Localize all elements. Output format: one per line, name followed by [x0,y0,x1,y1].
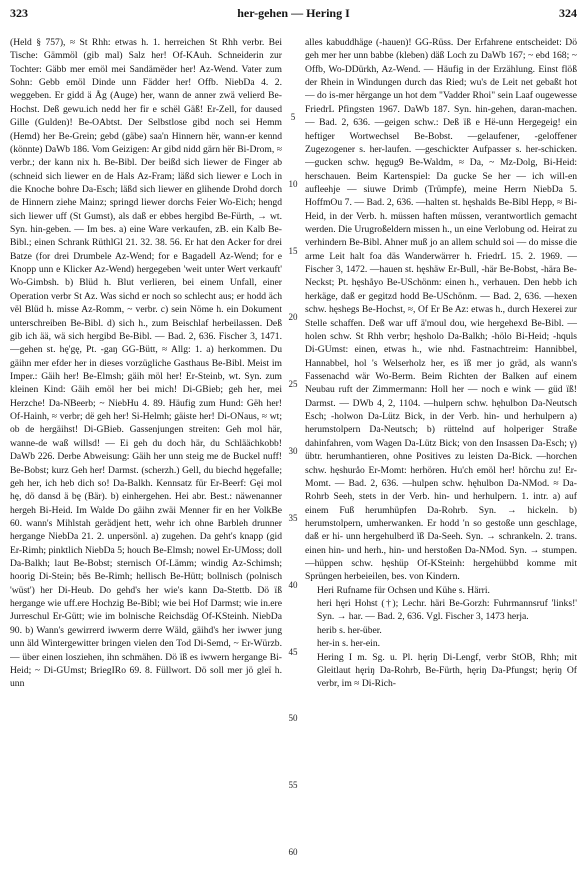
entry-heri-rufname: Heri Rufname für Ochsen und Kühe s. Härri. [317,584,490,596]
right-column [305,36,577,866]
line-number: 15 [288,246,298,256]
line-number: 55 [288,780,298,790]
line-number: 30 [288,446,298,456]
entry-hering: Hering I m. Sg. u. Pl. hęriŋ Di-Lengf, verbr StOB, Rhh; mit Gleitlaut hęriŋ Da-Rohrb, Be-Fürth, hęriŋ Da-Pfungst; hęriŋ Of verbr, im ≈ Di-Rich- [317,651,577,690]
line-number: 10 [288,179,298,189]
entry-herib: herib s. her-über. [317,624,382,636]
page-number-right: 324 [559,6,577,20]
line-number: 50 [288,713,298,723]
entry-her-in: her-in s. her-ein. [317,638,381,650]
line-number: 45 [288,647,298,657]
line-number: 5 [290,112,296,122]
line-number: 35 [288,513,298,523]
entry-text: alles kabuddhäge (-hauen)! GG-Rüss. Der Erfahrene entscheidet: Dö geh mer her unn babbe (kleben) däß Loch zu DaWb 167; ~ ebd 168; ~ Offb, Wo-DDürkh, Az-Wend. — Häufig in der Erzählung. Einst flöß der Rhein in Windungen durch das Ried; wu's de Leit net gebaßt hot — do is-mer hërgange un hot dem "Vadder Rhoi" sein Laaf ougewesse FriedrL Pfingsten 1967. DaWb 187. Syn. hin-gehen, daran-machen. — Bad. 2, 636. —geigen schw.: Deß ïß e Hë-unn Hergegeig! ein heftiger Wortwechsel Be-Bobst. —gelaufener, -geloffener Zugezogener s. her-laufen. —geschickter Aufpasser s. her-schicken. —gucken schw. hęgug9 Be-Waldm, ≈ Da, ~ Mz-Dolg, Bi-Heid: herschauen. Beim Kartenspiel: Da gucke Se her — ich will-en aufleehje — siuwe Drimb (Trümpfe), meine Herrn NiebDa 5. HoffmOu 7. — Bad. 2, 636. —halten st. hęshalds Be-Bibl Hepp, ≈ Bi-Heid, in der Verb. h. müssen haften müssen, verantwortlich gemacht werden. Die Urugroßeldern missen h., un eine Verlobung od. Heirat zu verhindern Be-Bibl. Ahner muß jo an allem schuld soi — do misse die arme Leit halt foa däs Wanderwärrer h. FriedrL 15. 2. 1969. — Fischer 3, 1472. —hauen st. hęshäw Er-Bull, -här Be-Bobst, -hära Be-Neckst; Pt. hęshåyo Be-USchönm: einen h., verhauen. Den hebb ich herkäge, daß er gegitzd hodd Be-USchönm. — Bad. 2, 636. —hexen schw. hęshegs Be-Hochst, ≈, Of Er Be Az: etwas h., durch Hexerei zur Stelle schaffen. Deß war uff ä'moul dou, wie hergehexd Be-Bibl. —holen schw. St Rhh verbr; hęsholo Da-Balkh; -hölo Bi-Heid; -hquls Di-GUmst: einen, etwas h., wie nhd. Fastnachtreim: Hannibbel, Hannabbel, hol 's Welserholz her, es ïß mer jo gräd, als wann's Fassenachd wär Wo-Berm. Beim Richten der Balken auf einem Neubau ruft der Zimmermann: Holl her — noch e wink — güd ïß! Darmst. — DWb 4, 2, 1104. —hulpern schw. hęhulbon Da-Neutsch Esch; -holwon Da-Lütz Bick, in der Verb. hin- und herhulpern a) herumstolpern Da-Neutsch; b) rüttelnd auf holperiger Straße dahinfahren, vom Wagen Da-Lütz Bick; von den Insassen Da-Esch; γ) übtr. herumhantieren, ohne Positives zu leisten Da-Bick. —horchen schw. hęshuråo Er-Momt: herhören. Hu'ch emöl her! hörchu zu! Er-Momt. — Bad. 2, 636. —hulpen schw. hęhulbon Da-NMod. ≈ Da-Rohrb Seeh, stets in der Verb. hin- und herhulpern. 1. intr. a) auf einem Fuß herumhüpfen Da-Rohrb. Syn. → hickeln. b) herumstolpern, umherwanken. Er hodd 'n so gestoße unn geschlage, daß er hi- unn hergehulberd ïß Da-Seeh. Syn. → schrankeln. 2. trans. einen hin- und herh., hin- und herstoßen Da-NMod. Syn. → stumpen. —hüppen schw. hęshüp Of-KSteinh: hergehübbd komme mit Sprüngen herbeieilen, bes. von Kindern. [305,37,577,583]
entry-heri-fuhrmannsruf: heri hęri Hohst (†); Lechr. häri Be-Gorzh: Fuhrmannsruf 'links!' Syn. → har. — Bad. 2, 636. Vgl. Fischer 3, 1473 herja. [317,598,577,623]
line-number: 60 [288,847,298,857]
running-head: her-gehen — Hering I [237,6,350,20]
page-number-left: 323 [10,6,28,20]
line-number: 40 [288,580,298,590]
line-number: 25 [288,379,298,389]
line-number: 20 [288,312,298,322]
entry-text: (Held § 757), ≈ St Rhh: etwas h. 1. herreichen St Rhh verbr. Bei Tische: Gämmöl (gib mal) Salz her! Of-KAuh. Schneiderin zur Tochter: Gäbb mer emöl mei Sandämëder her! Az-Wend. Vater zum Sohn: Gebb emöl Dinde unn Fädder her! Offb. NiebDa 4. 2. weggeben. Er gidd ä Åg (Auge) her, wann de anner zwä velierd Be-Hochst. Deß gewu.ich nedd her fir e schël Gäß! Er-Zell, for daused Gille (Gulden)! Be-OAbtst. Der Selbstlose gibd noch sei Hemm (Hemd) her Be-Grein; gebd (gäbe) saa'n Hinnern hër, wann-er kennd (könnte) DaWb 186. Vom Geizigen: Ar gibd nidd gärn hër Bi-Drom, ≈ verbr.; der kann nix h. Be-Bibl. Der beißd sich liewer de Finger ab (schneid sich liewer en de Hals Az-Fram; läßd sich liewer e Loch in die Knoche bohre Da-Esch; läßd sich liewer en glihende Drohd dorch de Hinnern ziehe Mainz; springd liewer dorchs Feier Wo-Eich; hengd sich liewer uff (St Gumst), als daß er ebbes hergibd Be-Fürth, → wt. Syn. hin-geben. — Im bes. a) eine Ware verkaufen, zB. ein Kalb Be-Bibl.; einen Schrank RüthlGl 21. 32. 38. 56. Er hat den Acker for drei Batze (for drei Drumbele Az-Wend; for e Bagadell Az-Wend; for e Knopp unn e Klicker Az-Wend) hergegeben 'weit unter Wert verkauft' Wo-Gimbsh. b) Blüd h. Blut verlieren, bei einem Unfall, einer Operation verbr St Az. Was sichd er noch so schlecht aus; er hodd äch vël Blüd h. misse Az-Romm, ~ verbr. c) sein Nöme h. ein Dokument unterschreiben Be-Bibl. d) sich h., zum Beischlaf herbeilassen. Deß gib ich ää, wä sich hergibd Be-Bibl. — Bad. 2, 636. Fischer 3, 1471. —gehen st. hę'gę, Pt. -gaŋ GG-Bütt, ≈ Allg: 1. a) herkommen. Du gäihn mer efder her in dieses vorzügliche Gasthaus Be-Bibl. Meist im Imper.: Gäih her! Be-Elmsh; gäih möl her! Er-Steinb, wt. Syn. zum kleinen Kind: Gäih emöl her bei mich! Di-GBieb; geh her, mei Herzche! Da-NBeerb; ~ NiebHu 4. 89. Häufig zum Hund: Gëh her! Of-Hainh, ≈ verbr; dë geh her! Si-Helmh; gäiste her! Di-ONaus, ≈ wt; ob de hergäihst! Di-GBieb. Gassenjungen streiten: Geh mol här, wanne-de waß willsd! — Ei geh du doch här, du Schläächkobb! DaWb 226. Derbe Abweisung: Gäih her unn steig me de Buckel nuff! Be-Bobst; kurz Geh her! Darmst. (scherzh.) Gell, du biechd hęgefalle; geh her, ich heb dich so! Da-Balkh. Kennsatz für Er-Beerf: Gęi mol hę, dö dansd ä bę (Bär). b) einhergehen. Hei abr. Best.: näwenanner hergeh Bi-Heid. Im Walde Do gäihn zwäi Menner fir en her VolkBe 60. wann's Mihlstah gerädjent hett, wehr ich ohne Barbleh drunner hergange NiebDa 21. 2. unpersönl. a) zugehen. Da geht's knapp (gid Er-Rimh; pinktlich NiebDa 5; houch Be-Elmsh; nowel Er-UMoss; doll Da-Balkh; laut Be-Bobst; sternisch Of-Lämm; windig Az-Schimsh; hoorig Di-Stein; bës Be-Rimh; hellisch Be-Hütt; bollnisch (polnisch 'wüst') her Di-Heub. Do gehd's her wie's kann Da-Stettb. Dö ïß hergange wie uff.ere Hochzig Be-Bibl; wie bei Hof Darmst; wie in.ere Jurreschul Er-Gütt; wie im bolnische Reichsdäg Of-KSteinh. NiebDa 90. b) Wann's gewirrerd iwwerm derre Wäld, gäihd's her iwwer jung unn äld Wintergewitter bringen vielen den Tod Di-Semd, ~ Er-Würzb. — über einen losziehen, ihn schmähen. Dö ïß es iwwern hergange Bi-Heid; ~ Di-GUmst; BriegIRo 69. 8. Füllwort. Dö soll mer jö gleï h. unn [10,37,282,690]
left-column [10,36,282,866]
page-header [10,6,577,22]
